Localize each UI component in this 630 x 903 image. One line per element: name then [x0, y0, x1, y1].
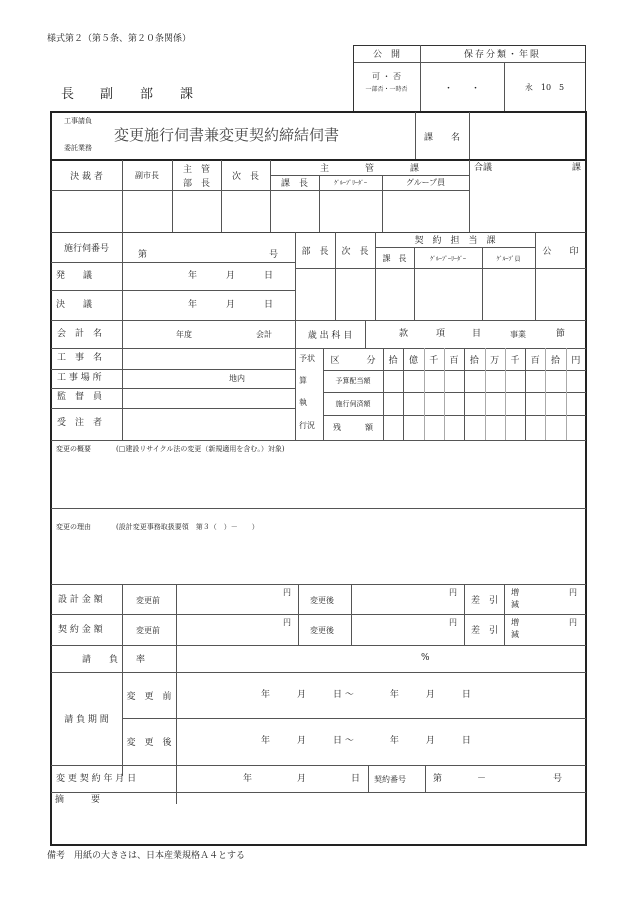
public-options[interactable]: 可 ・ 否 — [371, 71, 402, 81]
title-prefix-works[interactable]: 工事請負 — [64, 117, 92, 125]
budget-digit-field[interactable] — [425, 416, 443, 439]
section-chief-label: 課 長 — [280, 179, 308, 189]
consult-section-label: 課 — [572, 163, 582, 173]
proposal-day: 日 — [264, 271, 274, 281]
budget-digit-field[interactable] — [526, 371, 544, 391]
budget-digit-field[interactable] — [546, 393, 564, 414]
digit-header: 万 — [490, 355, 500, 366]
public-header: 公 開 — [372, 50, 400, 60]
budget-digit-field[interactable] — [546, 416, 564, 439]
official-seal-label: 公 印 — [542, 246, 579, 257]
change-reason-field[interactable] — [55, 538, 583, 578]
kan-label: 款 — [399, 329, 409, 339]
public-partial-options[interactable]: 一部否・一時否 — [365, 85, 408, 93]
budget-digit-field[interactable] — [465, 393, 483, 414]
contract-amount-label: 契 約 金 額 — [58, 625, 103, 635]
change-summary-note[interactable]: (□建設リサイクル法の変更（新規適用を含む。）対象) — [116, 445, 285, 453]
contractor-label: 受 注 者 — [57, 418, 103, 428]
budget-side-label-2: 算 — [299, 376, 307, 385]
budget-digit-field[interactable] — [486, 371, 504, 391]
decision-date-field[interactable] — [125, 292, 293, 319]
budget-digit-field[interactable] — [404, 371, 422, 391]
expense-item-field[interactable] — [366, 322, 585, 347]
proposal-month: 月 — [226, 271, 236, 281]
period-after-label: 変 更 後 — [126, 738, 172, 748]
design-diff-field[interactable] — [522, 586, 568, 613]
seal-label-vice: 副 — [100, 87, 114, 102]
budget-digit-field[interactable] — [404, 416, 422, 439]
digit-header: 百 — [449, 355, 459, 366]
contract-before-yen: 円 — [283, 618, 291, 627]
supervisor-field[interactable] — [124, 389, 294, 407]
section-chief-seal-field[interactable] — [271, 191, 319, 232]
contract-after-label: 変更後 — [310, 626, 334, 635]
document-title: 変更施行伺書兼変更契約締結伺書 — [114, 126, 340, 144]
work-place-suffix: 地内 — [229, 374, 245, 383]
design-after-label: 変更後 — [310, 596, 334, 605]
seal-label-dept: 部 — [140, 87, 154, 102]
contract-chief-label: 課 長 — [382, 253, 407, 263]
contract-inc-label: 増 — [511, 618, 519, 627]
deputy-label: 次 長 — [231, 171, 259, 182]
fiscal-year-label: 年度 — [176, 330, 192, 339]
consult-label: 合議 — [474, 163, 493, 173]
execution-number-field[interactable] — [155, 236, 265, 260]
contract-leader-label: ｸﾞﾙｰﾌﾟｰﾘｰﾀﾞｰ — [429, 255, 466, 263]
dept-head-label: 部 長 — [301, 246, 329, 257]
chief-dept-seal-field[interactable] — [173, 191, 221, 232]
design-diff-yen: 円 — [569, 588, 577, 597]
contract-chief-seal-field[interactable] — [376, 269, 414, 320]
proposal-date-field[interactable] — [125, 264, 293, 289]
digit-header: 拾 — [469, 355, 479, 366]
decider-label: 決 裁 者 — [70, 171, 103, 182]
decision-month: 月 — [226, 300, 236, 310]
digit-header: 百 — [530, 355, 540, 366]
remarks-label: 摘 要 — [55, 795, 101, 805]
budget-digit-field[interactable] — [384, 371, 402, 391]
budget-digit-field[interactable] — [486, 393, 504, 414]
supervisor-label: 監 督 員 — [57, 392, 103, 402]
design-inc-label: 増 — [511, 588, 519, 597]
decision-year: 年 — [188, 300, 198, 310]
digit-header: 千 — [510, 355, 520, 366]
budget-digit-field[interactable] — [567, 416, 585, 439]
budget-side-label-1: 予状 — [299, 354, 315, 363]
contract-before-field[interactable] — [178, 616, 282, 644]
contract-after-field[interactable] — [353, 616, 447, 644]
contract-before-label: 変更前 — [136, 626, 160, 635]
proposal-year: 年 — [188, 271, 198, 281]
budget-digit-field[interactable] — [425, 371, 443, 391]
section-name-label: 課 名 — [423, 132, 460, 143]
contract-leader-seal-field[interactable] — [415, 269, 482, 320]
kou-label: 項 — [436, 329, 446, 339]
contract-date-value[interactable]: 年 月 日 — [243, 774, 361, 784]
work-name-field[interactable] — [124, 350, 294, 368]
budget-digit-field[interactable] — [506, 371, 524, 391]
digit-header: 円 — [571, 355, 581, 366]
section-name-field[interactable] — [470, 113, 585, 159]
contract-number-prefix: 第 — [433, 774, 443, 784]
retention-class-field[interactable]: ・ ・ — [443, 83, 480, 94]
budget-digit-field[interactable] — [506, 393, 524, 414]
budget-digit-field[interactable] — [465, 371, 483, 391]
group-member-label: グループ員 — [405, 178, 446, 187]
budget-digit-field[interactable] — [445, 371, 463, 391]
budget-digit-field[interactable] — [404, 393, 422, 414]
contract-date-label: 変 更 契 約 年 月 日 — [56, 774, 137, 784]
chief-dept-label-top: 主 管 — [182, 164, 210, 175]
contract-rate-label: 請 負 率 — [81, 655, 145, 665]
change-summary-label: 変更の概要 — [56, 445, 91, 453]
main-section-label: 主 管 課 — [319, 164, 419, 174]
title-prefix-commission[interactable]: 委託業務 — [64, 144, 92, 152]
design-before-yen: 円 — [283, 588, 291, 597]
change-reason-note[interactable]: (設計変更事務取扱要領 第３（ ）－ ） — [116, 523, 259, 531]
contract-rate-percent: % — [421, 653, 430, 663]
seal-label-chief: 長 — [61, 87, 75, 102]
execution-number-suffix: 号 — [269, 250, 279, 260]
setsu-label: 節 — [556, 329, 566, 339]
digit-header: 拾 — [551, 355, 561, 366]
period-after-range[interactable]: 年 月 日 ～ 年 月 日 — [261, 736, 471, 746]
retention-header: 保存分類・年限 — [463, 50, 541, 60]
budget-digit-field[interactable] — [445, 416, 463, 439]
digit-header: 億 — [408, 355, 418, 366]
digit-header: 拾 — [388, 355, 398, 366]
budget-side-label-4: 行況 — [299, 421, 315, 430]
footnote: 備考 用紙の大きさは、日本産業規格Ａ４とする — [47, 851, 246, 861]
budget-digit-field[interactable] — [384, 416, 402, 439]
budget-digit-field[interactable] — [546, 371, 564, 391]
budget-digit-field[interactable] — [425, 393, 443, 414]
deputy-head-seal-field[interactable] — [336, 269, 375, 320]
digit-header: 千 — [429, 355, 439, 366]
vice-mayor-label: 副市長 — [135, 170, 159, 180]
contract-number-label: 契約番号 — [374, 775, 406, 784]
budget-digit-field[interactable] — [384, 393, 402, 414]
contract-section-label: 契 約 担 当 課 — [414, 236, 496, 246]
remarks-field[interactable] — [55, 808, 583, 842]
change-reason-label: 変更の理由 — [56, 523, 91, 531]
account-label: 会計 — [256, 330, 272, 339]
group-member-seal-field[interactable] — [383, 191, 469, 232]
budget-digit-field[interactable] — [526, 416, 544, 439]
contractor-field[interactable] — [124, 409, 294, 439]
contract-dec-label: 減 — [511, 630, 519, 639]
design-before-label: 変更前 — [136, 596, 160, 605]
deputy-seal-field[interactable] — [222, 191, 270, 232]
form-id: 様式第２（第５条、第２０条関係） — [47, 34, 192, 44]
account-name-label: 会 計 名 — [57, 329, 103, 339]
design-dec-label: 減 — [511, 600, 519, 609]
budget-digit-field[interactable] — [506, 416, 524, 439]
seal-label-section: 課 — [180, 87, 194, 102]
period-label: 請 負 期 間 — [64, 715, 109, 725]
contract-number-field[interactable] — [446, 767, 550, 791]
contract-member-label: ｸﾞﾙｰﾌﾟ員 — [496, 255, 521, 263]
change-summary-field[interactable] — [55, 460, 583, 506]
design-after-yen: 円 — [449, 588, 457, 597]
execution-number-label: 施行伺番号 — [63, 243, 109, 254]
consult-seal-field[interactable] — [470, 176, 585, 232]
contract-diff-yen: 円 — [569, 618, 577, 627]
chief-dept-label-bottom: 部 長 — [182, 178, 210, 189]
deputy-head-label: 次 長 — [341, 246, 369, 257]
proposal-label: 発 議 — [56, 271, 93, 281]
budget-digit-field[interactable] — [567, 393, 585, 414]
decider-seal-field[interactable] — [52, 191, 122, 232]
execution-number-prefix: 第 — [138, 250, 148, 260]
budget-side-label-3: 執 — [299, 398, 307, 407]
official-seal-field[interactable] — [536, 269, 585, 320]
contract-number-dash: － — [477, 774, 487, 784]
budget-digit-field[interactable] — [567, 371, 585, 391]
moku-label: 目 — [472, 329, 482, 339]
budget-digit-field[interactable] — [465, 416, 483, 439]
design-diff-label: 差 引 — [471, 596, 499, 606]
group-leader-label: ｸﾞﾙｰﾌﾟﾘｰﾀﾞｰ — [333, 180, 367, 187]
design-amount-label: 設 計 金 額 — [58, 595, 103, 605]
group-leader-seal-field[interactable] — [320, 191, 382, 232]
contract-rate-field[interactable] — [178, 647, 414, 671]
budget-row-allocated: 予算配当額 — [335, 377, 371, 385]
design-after-field[interactable] — [353, 586, 447, 613]
retention-years-options[interactable]: 永 10 5 — [524, 82, 565, 92]
contract-diff-label: 差 引 — [471, 626, 499, 636]
work-place-label: 工 事 場 所 — [57, 373, 102, 383]
design-before-field[interactable] — [178, 586, 282, 613]
vice-mayor-seal-field[interactable] — [123, 191, 172, 232]
work-place-field[interactable] — [124, 370, 224, 387]
expense-item-label: 歳 出 科 目 — [307, 330, 353, 341]
work-name-label: 工 事 名 — [57, 353, 103, 363]
budget-row-executed: 施行伺済額 — [335, 399, 371, 408]
budget-digit-field[interactable] — [526, 393, 544, 414]
decision-label: 決 議 — [56, 300, 93, 310]
budget-row-remaining: 残 額 — [333, 423, 373, 432]
contract-member-seal-field[interactable] — [483, 269, 535, 320]
period-before-label: 変 更 前 — [126, 691, 172, 702]
period-before-range[interactable]: 年 月 日 ～ 年 月 日 — [261, 690, 471, 700]
decision-day: 日 — [264, 300, 274, 310]
account-name-field[interactable] — [124, 322, 294, 347]
contract-number-suffix: 号 — [553, 774, 563, 784]
budget-digit-field[interactable] — [486, 416, 504, 439]
contract-diff-field[interactable] — [522, 616, 568, 644]
jigyou-label: 事業 — [510, 330, 526, 339]
contract-after-yen: 円 — [449, 618, 457, 627]
dept-head-seal-field[interactable] — [296, 269, 335, 320]
category-label: 区 分 — [330, 355, 376, 366]
budget-digit-field[interactable] — [445, 393, 463, 414]
